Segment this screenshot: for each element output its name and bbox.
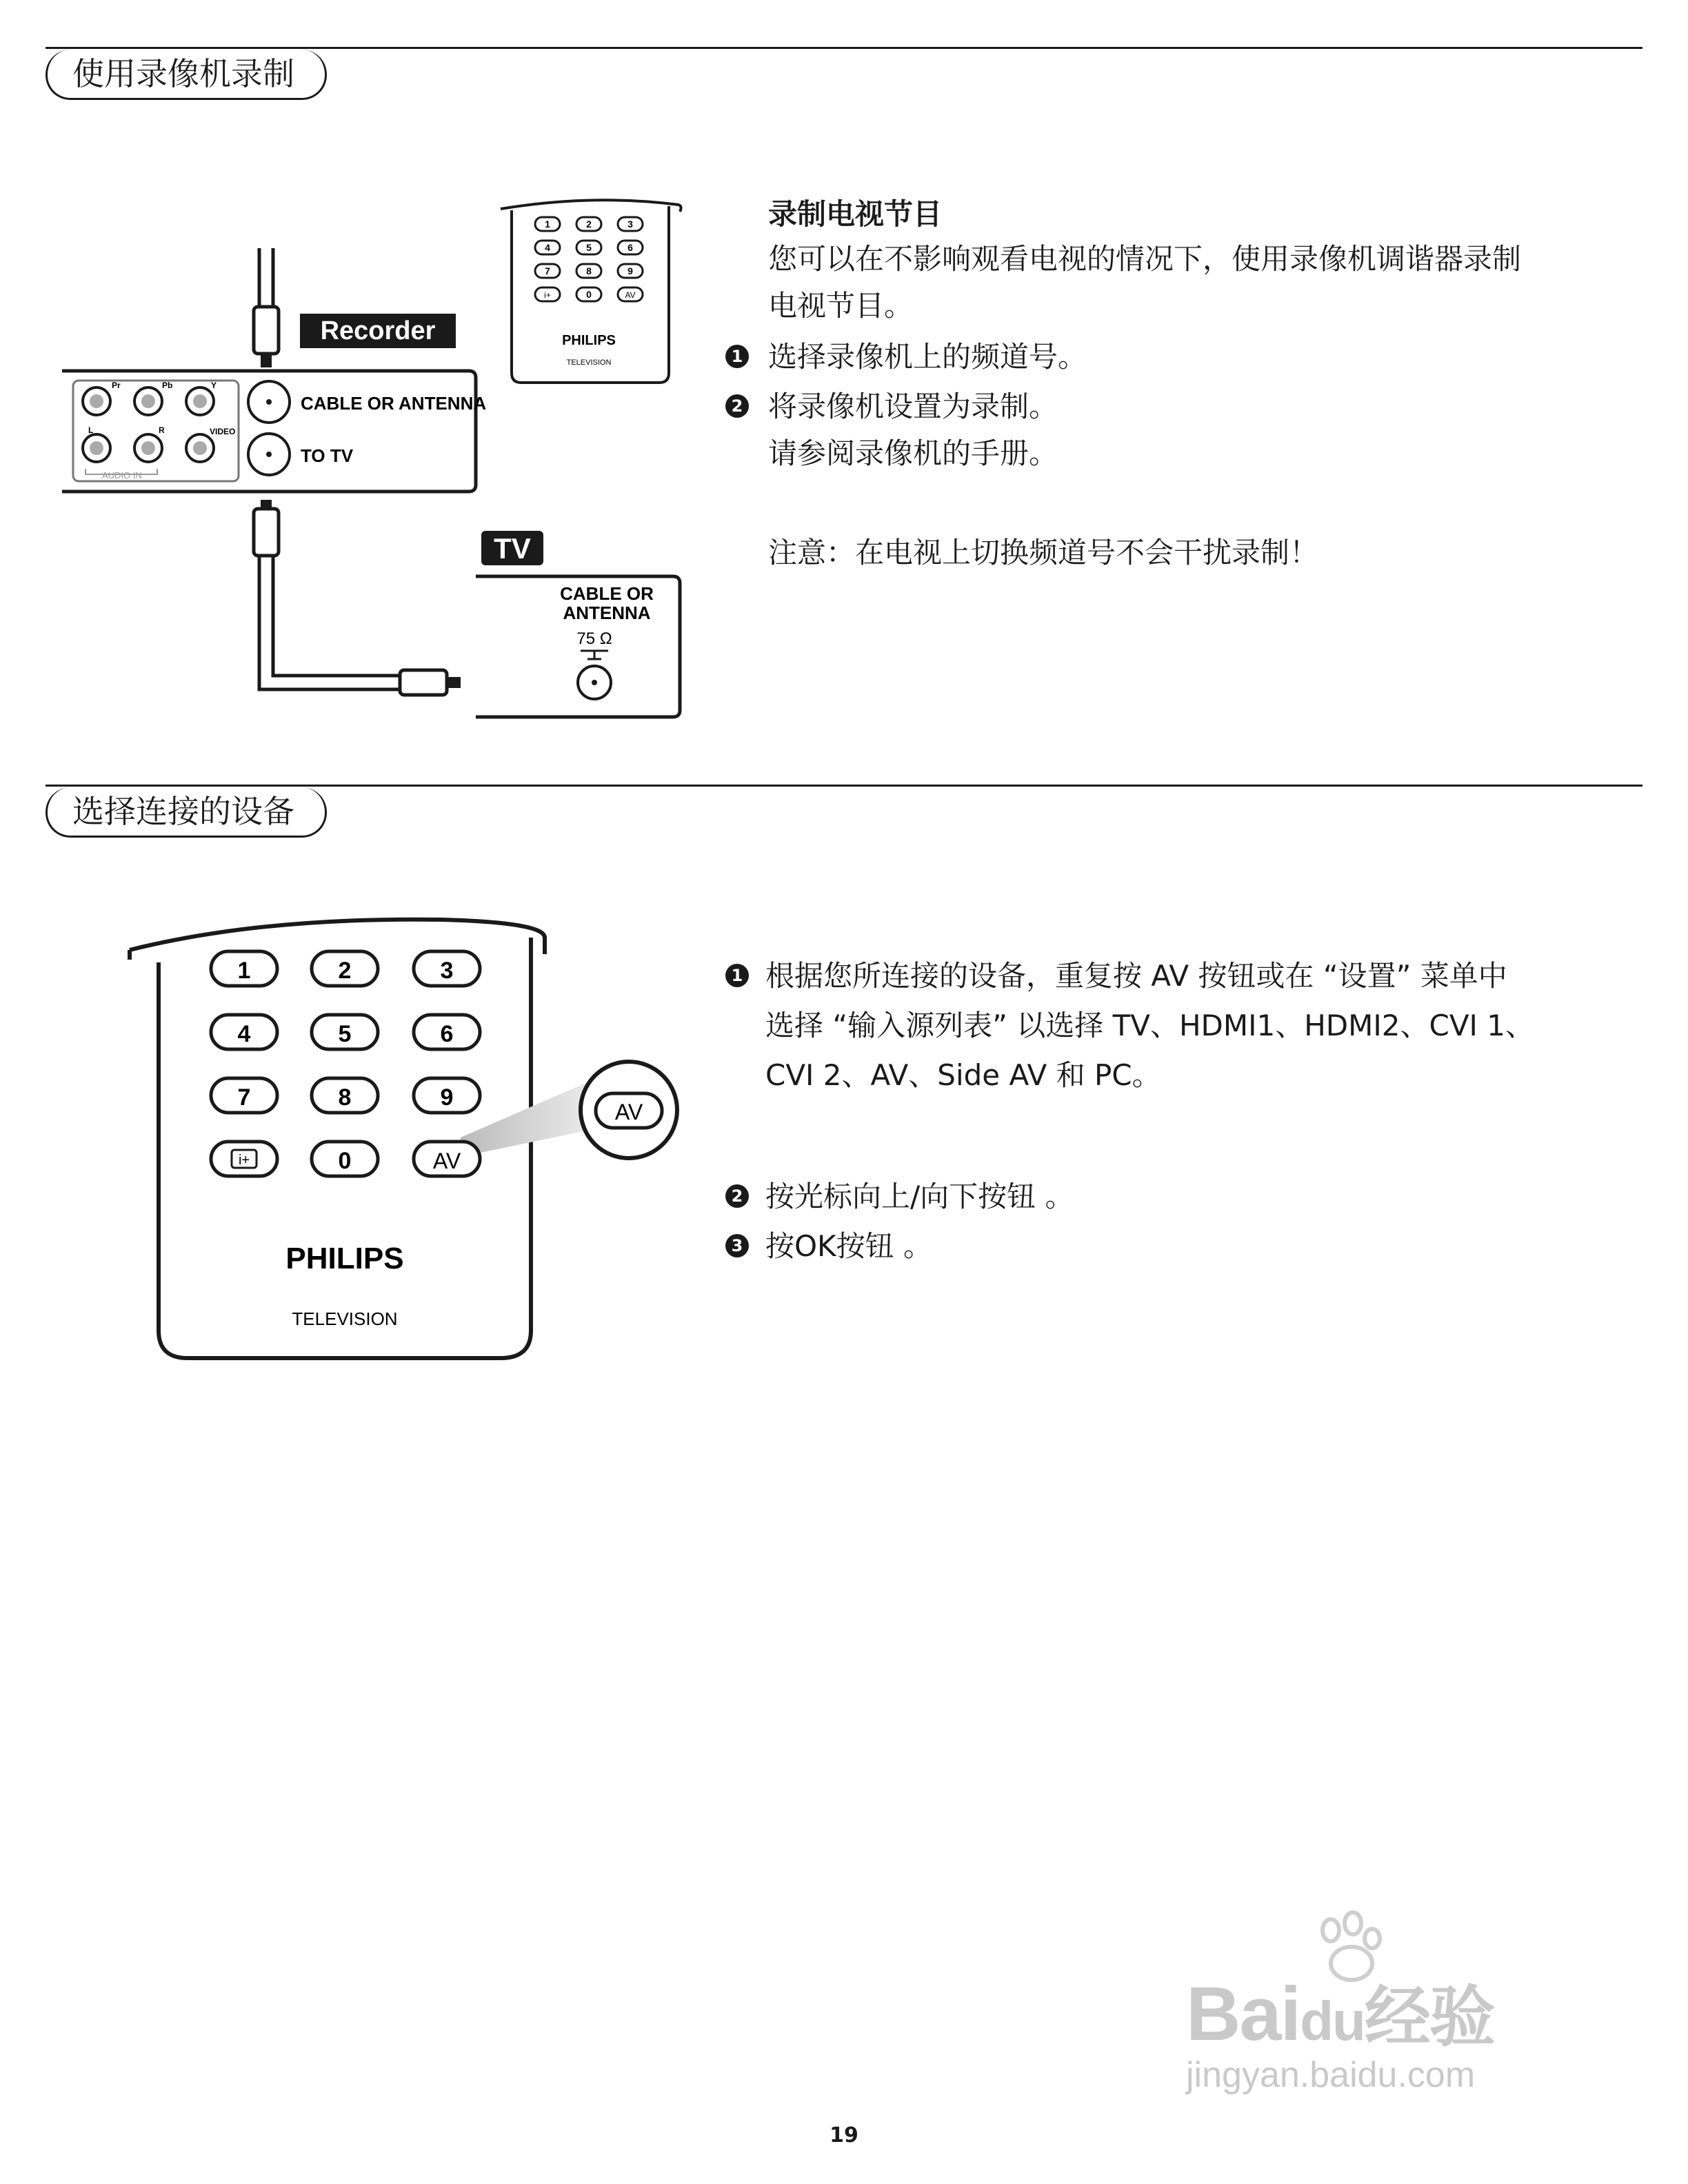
key-0[interactable] (312, 1142, 378, 1176)
svg-text:9: 9 (627, 265, 633, 276)
select-step-3: 按OK按钮 。 (765, 1229, 932, 1263)
jack-r (134, 434, 162, 462)
select-step-1-line-2: 选择 “输入源列表” 以选择 TV、HDMI1、HDMI2、CVI 1、 (765, 1009, 1535, 1042)
recording-intro-line-2: 电视节目。 (768, 289, 914, 323)
key-1[interactable] (211, 951, 277, 986)
key-2[interactable] (312, 951, 378, 986)
key-3[interactable] (414, 951, 480, 986)
recording-step-2: 将录像机设置为录制。 (768, 390, 1058, 423)
svg-text:4: 4 (237, 1021, 251, 1047)
select-step-1-line-3: CVI 2、AV、Side AV 和 PC。 (765, 1058, 1161, 1092)
recording-step-1: 选择录像机上的频道号。 (768, 340, 1087, 374)
watermark-url: jingyan.baidu.com (1186, 2055, 1476, 2095)
svg-text:AV: AV (625, 290, 636, 300)
section-rule-middle (46, 785, 1642, 787)
svg-text:1: 1 (237, 958, 251, 984)
jack-r-label: R (159, 425, 165, 435)
svg-text:3: 3 (627, 219, 633, 230)
jack-pb-label: Pb (162, 381, 173, 390)
jack-l (83, 434, 110, 462)
svg-text:AV: AV (432, 1149, 461, 1173)
svg-text:i+: i+ (544, 290, 551, 300)
page-number: 19 (830, 2123, 858, 2147)
recording-heading: 录制电视节目 (768, 197, 943, 231)
key-8[interactable] (312, 1078, 378, 1113)
svg-text:TELEVISION: TELEVISION (566, 358, 612, 367)
select-step-2: 按光标向上/向下按钮 。 (765, 1180, 1074, 1213)
info-icon: i+ (238, 1153, 250, 1168)
tv-antenna-jack (578, 666, 611, 699)
cable-antenna-jack (248, 381, 290, 423)
jack-pr (83, 387, 110, 415)
watermark-brand-c: 经验 (1364, 1979, 1494, 2056)
step-number-2: 2 (725, 394, 749, 418)
select-step-1-line-1: 根据您所连接的设备，重复按 AV 按钮或在 “设置” 菜单中 (765, 959, 1507, 993)
remote-brand: PHILIPS (285, 1242, 404, 1275)
svg-text:3: 3 (440, 958, 454, 984)
remote-thumbnail (496, 196, 690, 390)
jack-video (186, 434, 214, 462)
watermark (1186, 1917, 1614, 2095)
select-step-number-3: 3 (725, 1234, 749, 1257)
to-tv-jack (248, 434, 290, 475)
svg-text:6: 6 (627, 242, 633, 253)
svg-text:5: 5 (586, 242, 592, 253)
svg-text:6: 6 (440, 1021, 454, 1047)
key-7[interactable] (211, 1078, 277, 1113)
svg-text:AV: AV (614, 1100, 643, 1124)
to-tv-label: TO TV (301, 445, 354, 466)
audio-in-label: AUDIO IN (102, 470, 142, 481)
recording-note: 注意：在电视上切换频道号不会干扰录制！ (768, 536, 1319, 569)
svg-text:PHILIPS: PHILIPS (562, 333, 616, 348)
tv-label: TV (494, 532, 531, 565)
cable-plug-tv (400, 670, 447, 695)
ohm-label: 75 Ω (576, 629, 612, 648)
section-rule-top (46, 47, 1642, 49)
svg-text:5: 5 (338, 1021, 352, 1047)
watermark-brand-b: du (1300, 1990, 1365, 2052)
svg-text:2: 2 (586, 219, 592, 230)
key-5[interactable] (312, 1015, 378, 1049)
recording-intro-line-1: 您可以在不影响观看电视的情况下，使用录像机调谐器录制 (768, 242, 1522, 276)
tv-cable-label-1: CABLE OR (560, 583, 654, 604)
key-6[interactable] (414, 1015, 480, 1049)
svg-text:7: 7 (237, 1084, 251, 1111)
cable-plug-middle (254, 509, 279, 556)
key-9[interactable] (414, 1078, 480, 1113)
svg-text:9: 9 (440, 1084, 454, 1111)
cable-antenna-label: CABLE OR ANTENNA (301, 393, 487, 414)
av-callout (581, 1062, 677, 1158)
section-title-select-device: 选择连接的设备 (46, 787, 327, 838)
svg-text:8: 8 (338, 1084, 352, 1111)
jack-video-label: VIDEO (210, 427, 236, 436)
svg-text:8: 8 (586, 265, 592, 276)
tv-cable-label-2: ANTENNA (563, 603, 651, 623)
jack-pr-label: Pr (112, 381, 121, 390)
select-step-number-1: 1 (725, 964, 749, 987)
watermark-brand-a: Bai (1186, 1972, 1300, 2056)
jack-pb (134, 387, 162, 415)
section-title-recording: 使用录像机录制 (46, 50, 327, 100)
select-step-number-2: 2 (725, 1184, 749, 1208)
remote-sub: TELEVISION (292, 1308, 398, 1329)
recording-step-2-extra: 请参阅录像机的手册。 (768, 436, 1058, 470)
svg-text:0: 0 (338, 1148, 352, 1174)
jack-y (186, 387, 214, 415)
cable-plug-top (254, 307, 279, 354)
key-4[interactable] (211, 1015, 277, 1049)
svg-text:2: 2 (338, 958, 352, 984)
svg-text:0: 0 (586, 289, 592, 300)
step-number-1: 1 (725, 345, 749, 368)
recorder-label: Recorder (320, 316, 436, 345)
jack-y-label: Y (211, 381, 217, 390)
svg-text:4: 4 (545, 242, 550, 253)
key-av[interactable] (414, 1142, 480, 1176)
key-info[interactable] (211, 1142, 277, 1176)
jack-l-label: L (88, 425, 94, 435)
svg-text:7: 7 (545, 265, 550, 276)
remote-large (124, 896, 690, 1372)
svg-text:1: 1 (545, 219, 550, 230)
